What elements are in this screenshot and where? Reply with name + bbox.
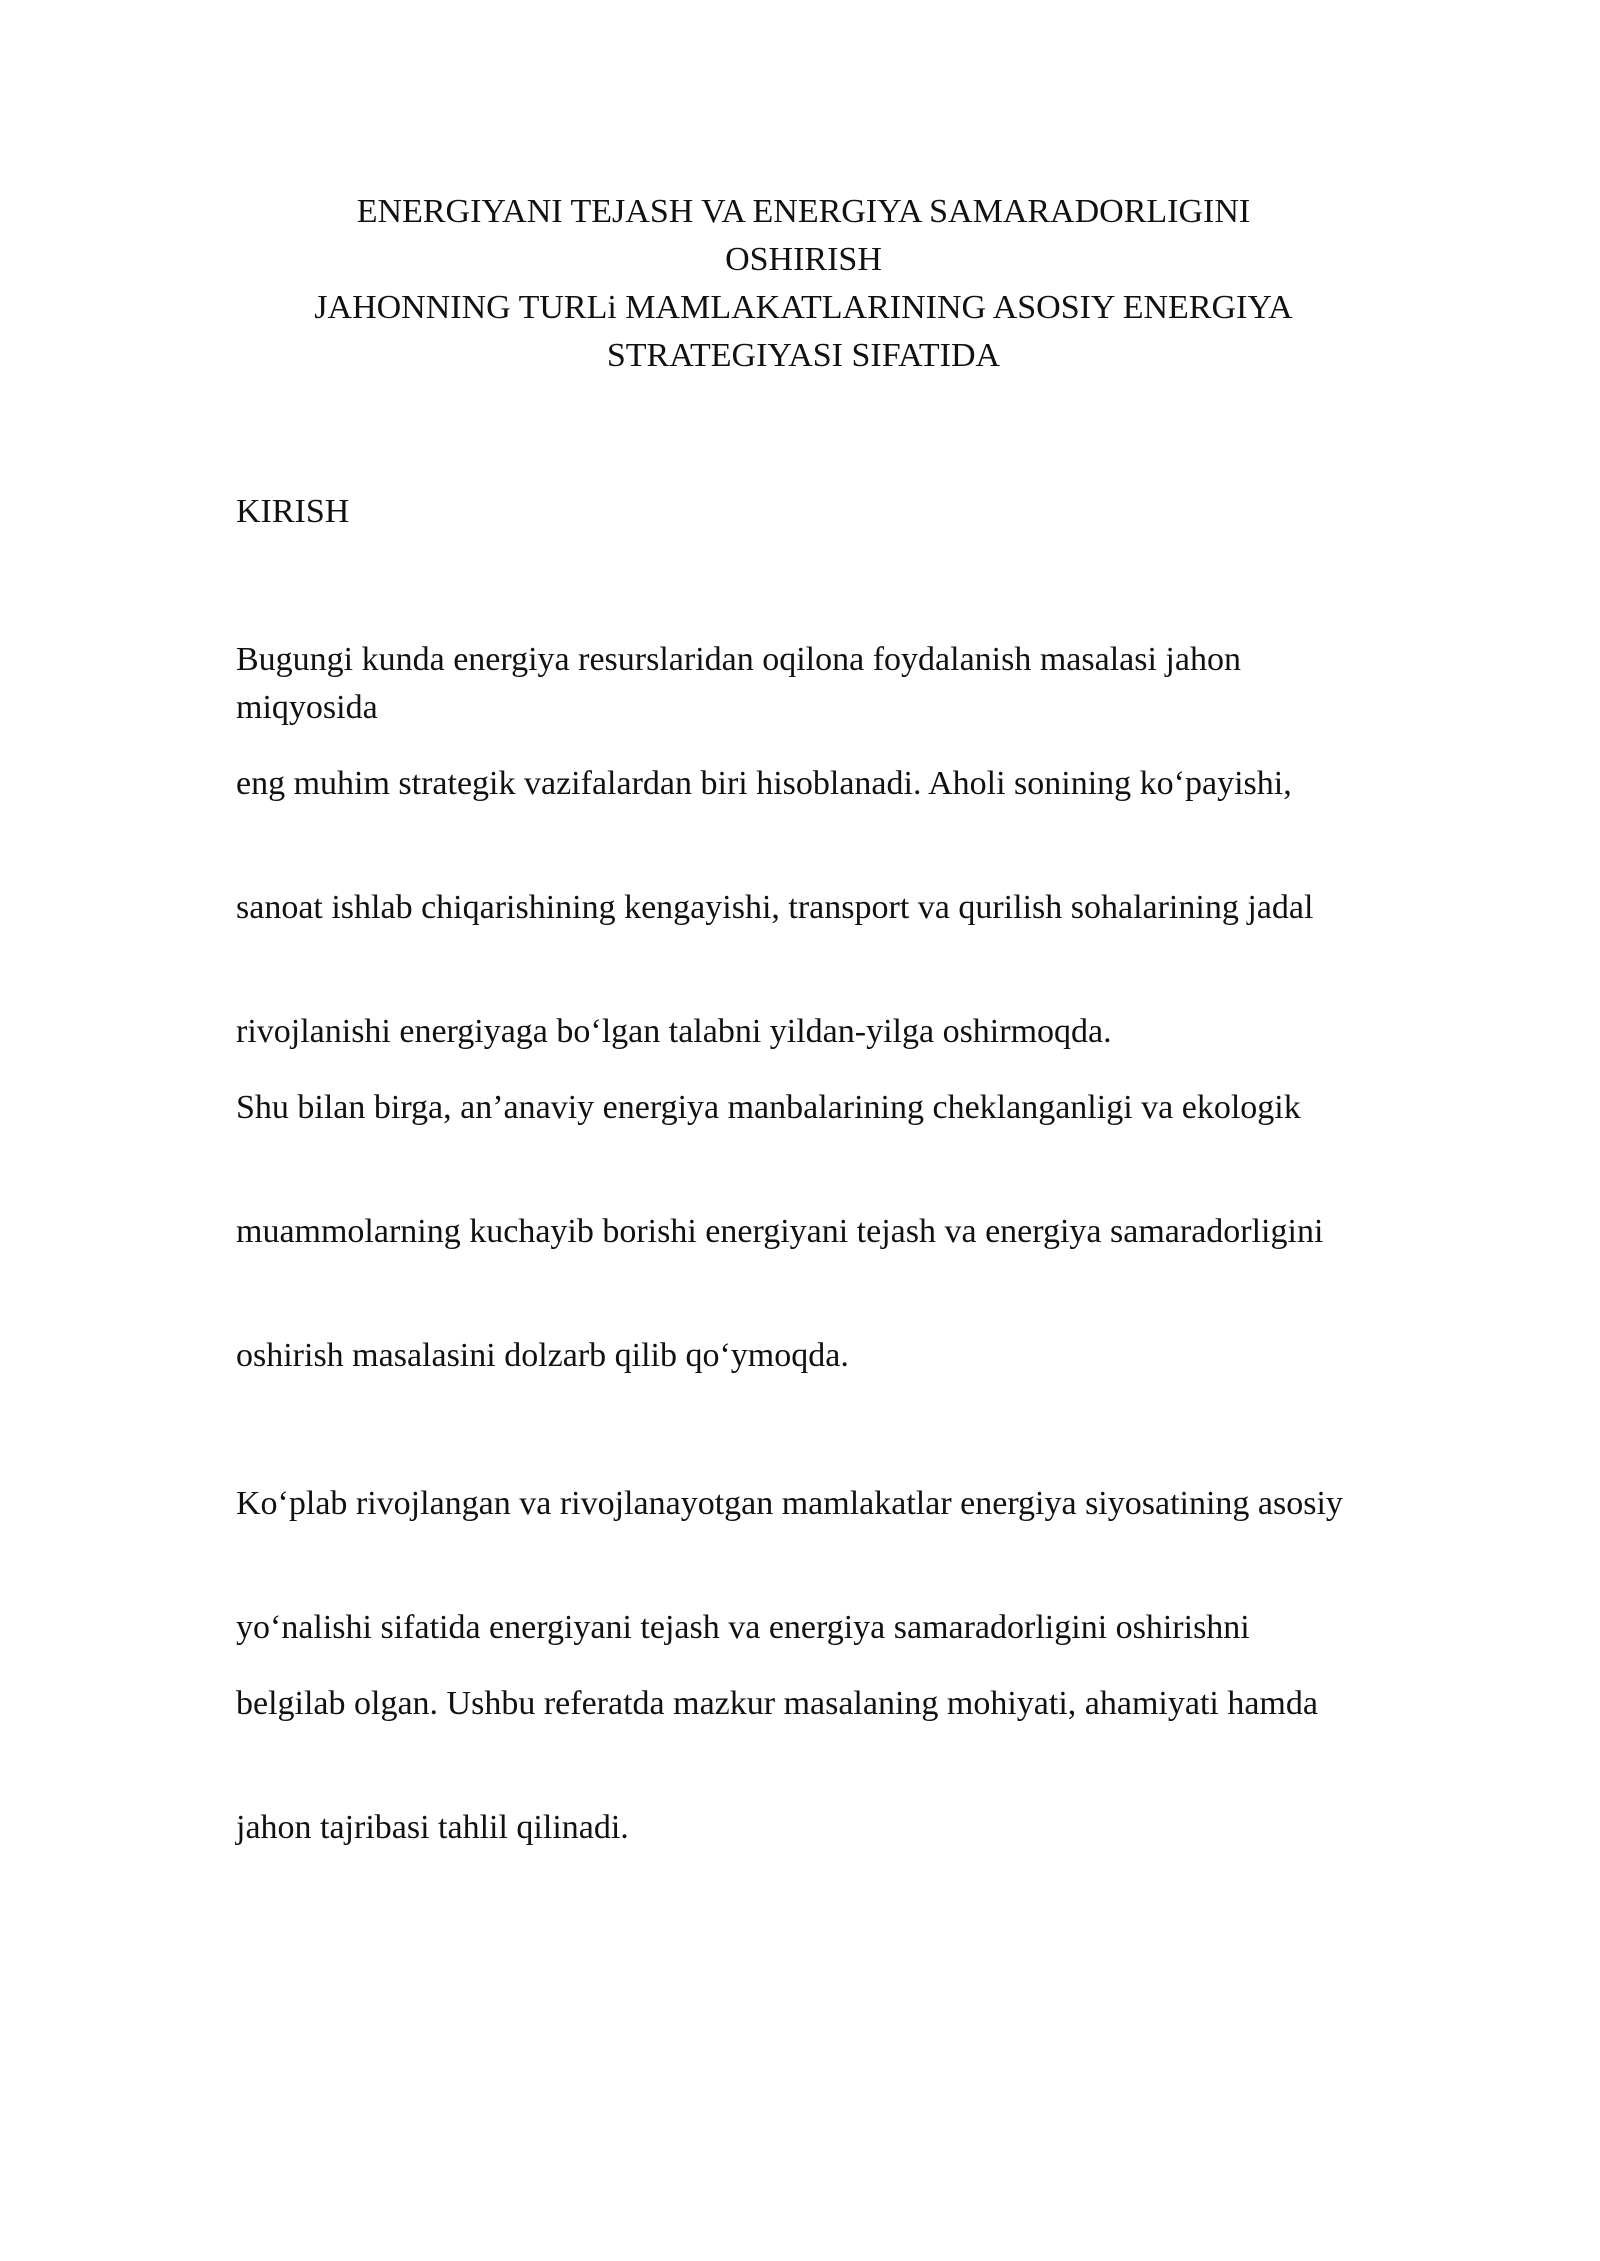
document-title xyxy=(236,188,1371,380)
paragraph-line: jahon tajribasi tahlil qilinadi. xyxy=(236,1809,629,1846)
paragraph-line: rivojlanishi energiyaga bo‘lgan talabni yildan-yilga oshirmoqda. xyxy=(236,1013,1112,1050)
title-line-4: STRATEGIYASI SIFATIDA xyxy=(606,337,1001,374)
paragraph-line: oshirish masalasini dolzarb qilib qo‘ymoqda. xyxy=(236,1337,849,1374)
paragraph-line: eng muhim strategik vazifalardan biri hisoblanadi. Aholi sonining ko‘payishi, xyxy=(236,765,1292,802)
paragraph-line: Bugungi kunda energiya resurslaridan oqilona foydalanish masalasi jahon miqyosida xyxy=(236,641,1241,726)
section-heading: KIRISH xyxy=(236,493,350,530)
paragraph-line: belgilab olgan. Ushbu referatda mazkur masalaning mohiyati, ahamiyati hamda xyxy=(236,1685,1318,1722)
paragraph-line: Shu bilan birga, an’anaviy energiya manbalarining cheklanganligi va ekologik xyxy=(236,1089,1301,1126)
paragraph-line: sanoat ishlab chiqarishining kengayishi, transport va qurilish sohalarining jadal xyxy=(236,889,1314,926)
paragraph-line: Ko‘plab rivojlangan va rivojlanayotgan mamlakatlar energiya siyosatining asosiy xyxy=(236,1485,1343,1522)
paragraph-line: yo‘nalishi sifatida energiyani tejash va energiya samaradorligini oshirishni xyxy=(236,1609,1250,1646)
paragraph-line: muammolarning kuchayib borishi energiyani tejash va energiya samaradorligini xyxy=(236,1213,1324,1250)
title-line-2: OSHIRISH xyxy=(725,241,882,278)
title-line-1: ENERGIYANI TEJASH VA ENERGIYA SAMARADORLIGINI xyxy=(356,193,1251,230)
title-line-3: JAHONNING TURLi MAMLAKATLARINING ASOSIY ENERGIYA xyxy=(314,289,1293,326)
